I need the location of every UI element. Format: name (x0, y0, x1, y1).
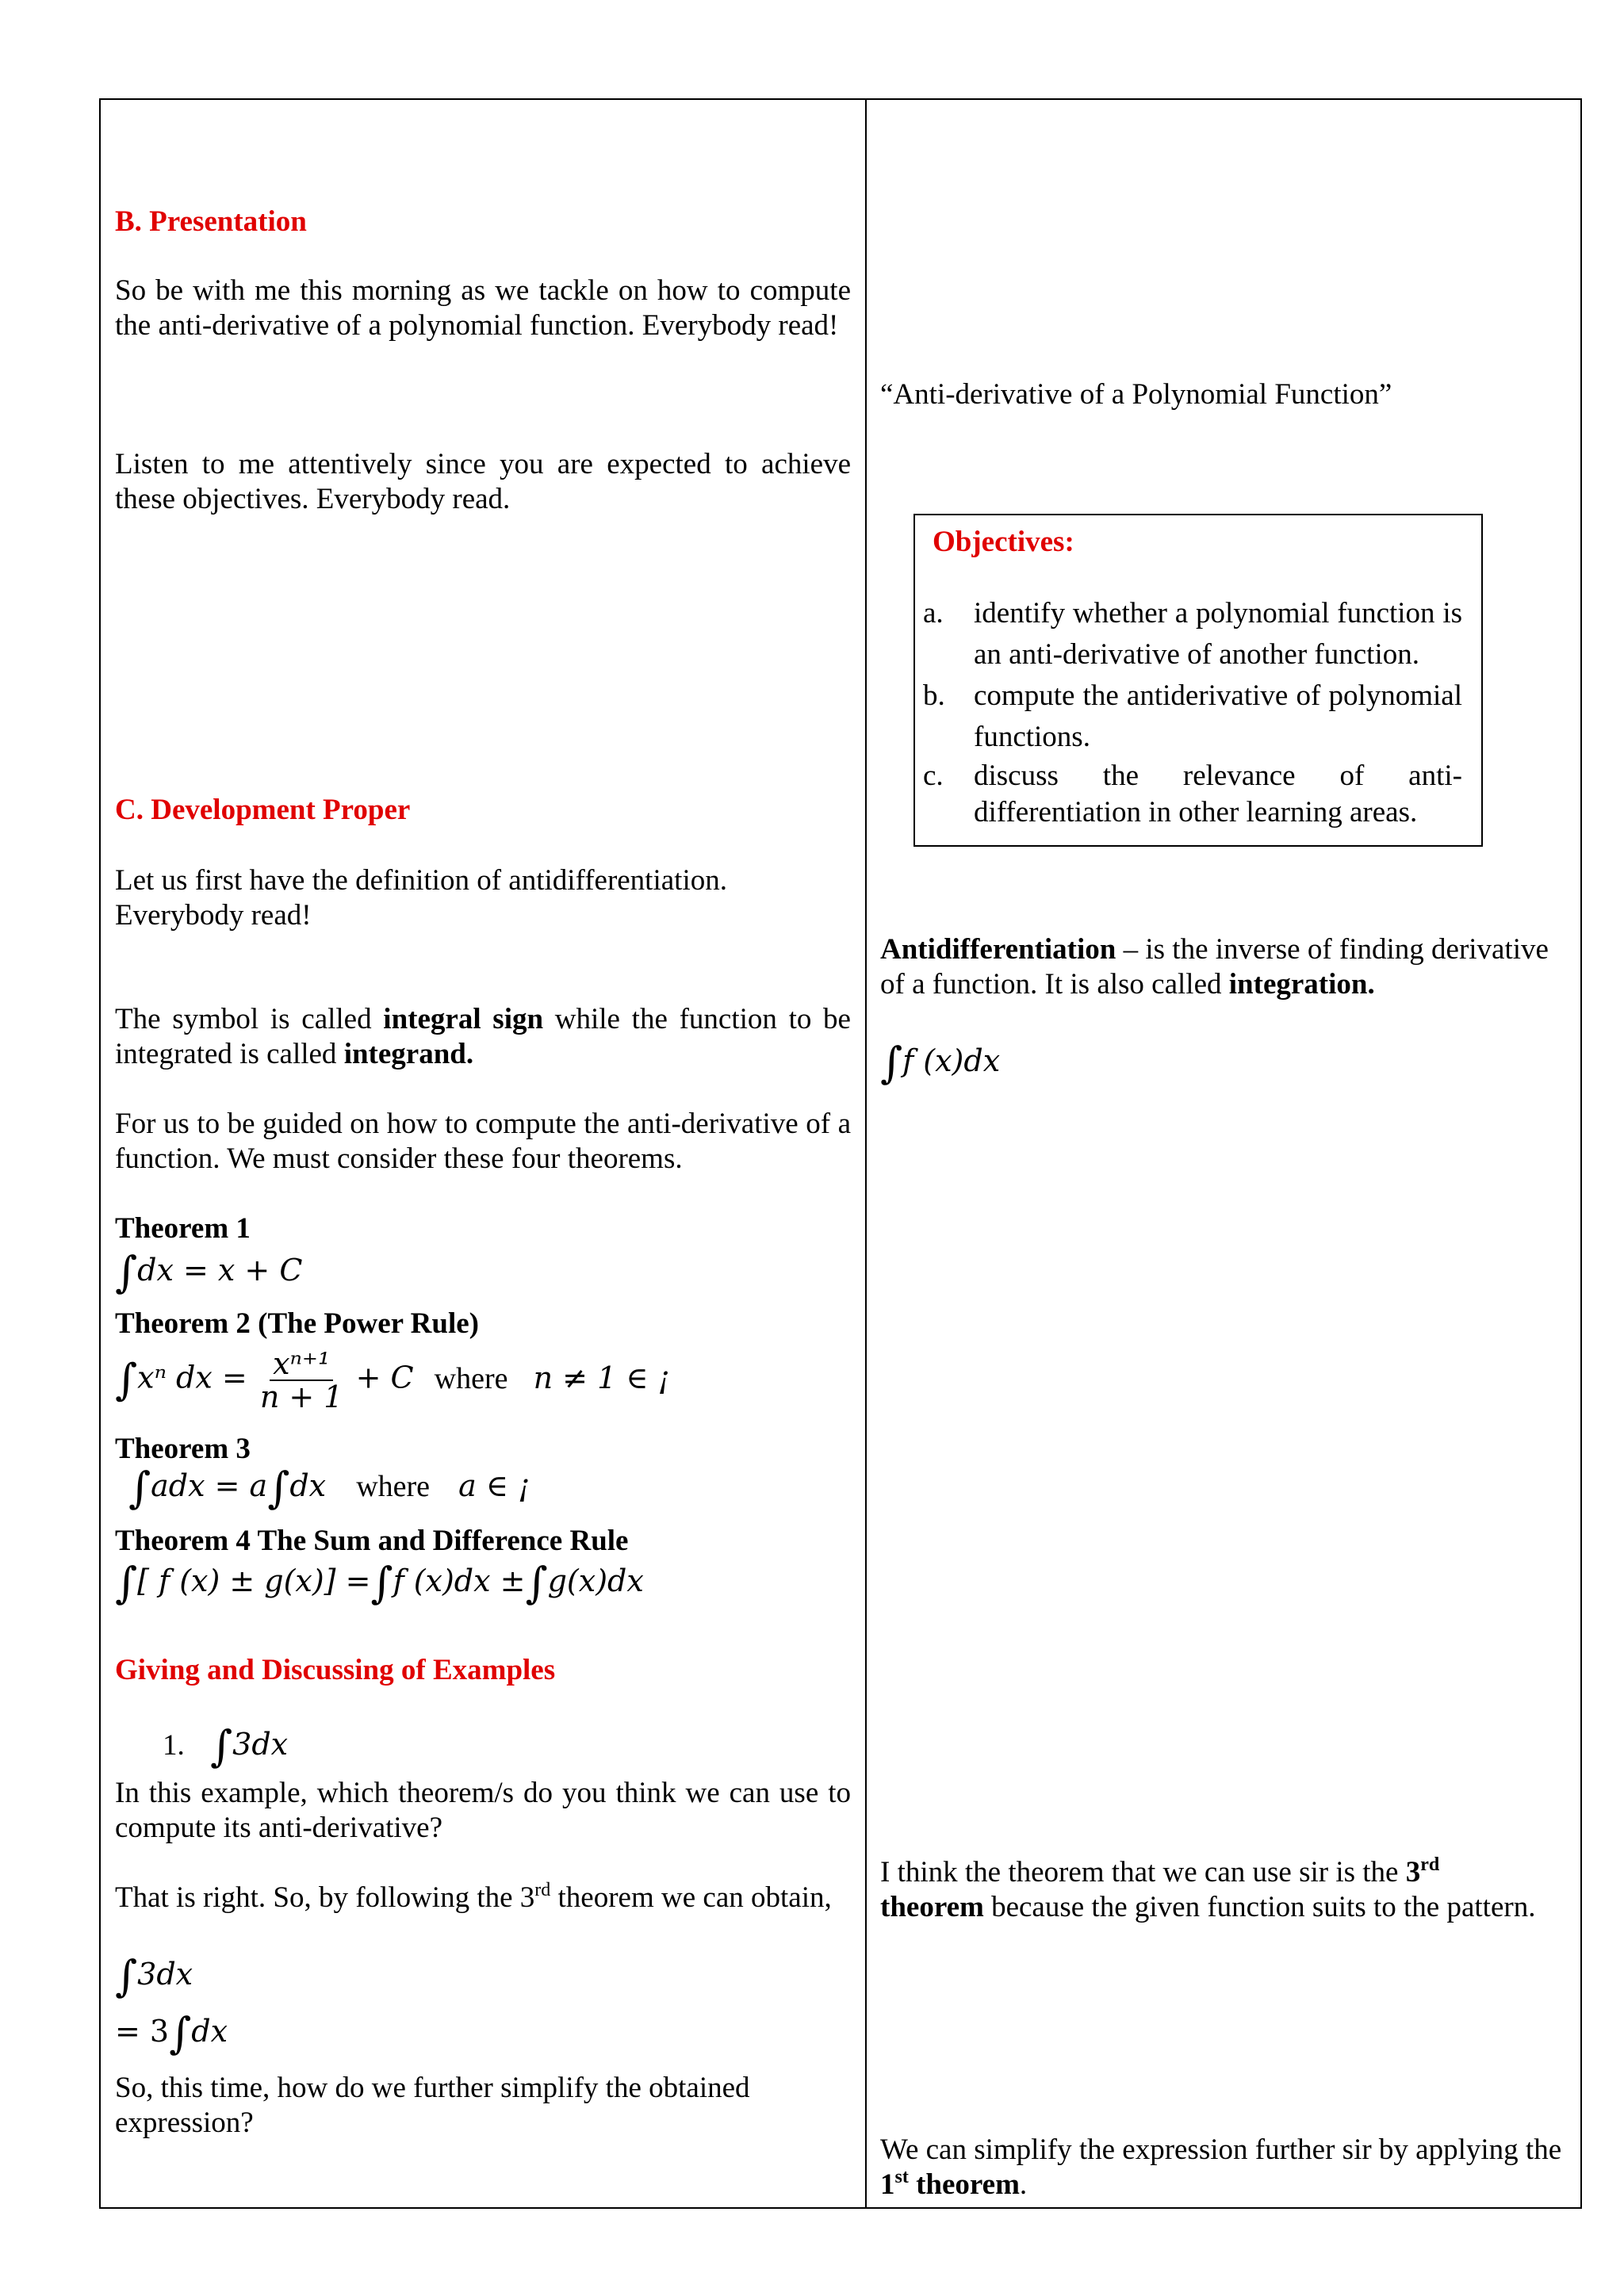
symbol-pre: The symbol is called (115, 1003, 384, 1035)
that-right-text: That is right. So, by following the 3rd theorem we can obtain, (115, 1880, 832, 1914)
power-rule-fraction: $\frac{\text{xⁿ⁺¹}}{n + 1}$ (259, 1346, 343, 1414)
objective-item: b. compute the antiderivative of polynomial functions. (923, 679, 1462, 753)
integral-sign-icon: ∫ (128, 1463, 151, 1513)
integral-sign-icon: ∫ (115, 1354, 138, 1405)
objective-item: a. identify whether a polynomial function is an anti-derivative of another function. (923, 597, 1462, 671)
theorem1-formula: ∫dx = x + C (115, 1247, 303, 1297)
integral-sign-icon: ∫ (169, 2008, 192, 2058)
answer2-text: We can simplify the expression further sir by applying the 1st theorem. (880, 2133, 1562, 2201)
integral-expression: ∫f (x)dx (880, 1038, 1001, 1088)
symbol-text (115, 1002, 851, 1072)
integral-sign-icon: ∫ (210, 1721, 233, 1771)
definition-intro-line2: Everybody read! (115, 899, 312, 932)
example1: 1. ∫3dx (163, 1721, 289, 1771)
development-heading: C. Development Proper (115, 794, 411, 826)
presentation-text: So be with me this morning as we tackle on how to compute the anti-derivative of a polynomial function. Everybody read! (115, 274, 851, 342)
answer1-text: I think the theorem that we can use sir is the 3rd theorem because the given function suits to the pattern. (880, 1854, 1536, 1923)
definition-text: Antidifferentiation – is the inverse of finding derivative of a function. It is also called integration. (880, 933, 1549, 1001)
theorem2-title: Theorem 2 (The Power Rule) (115, 1307, 479, 1340)
theorem4-formula: ∫[ f (x) ± g(x)] =∫f (x)dx ±∫g(x)dx (115, 1558, 644, 1608)
integral-sign-icon: ∫ (370, 1558, 393, 1608)
column-divider (865, 98, 867, 2209)
integral-sign-icon: ∫ (115, 1951, 138, 2001)
objectives-heading: Objectives: (933, 526, 1074, 558)
example1-number: 1. (163, 1729, 185, 1762)
integral-sign-icon: ∫ (267, 1463, 290, 1513)
theorem3-title: Theorem 3 (115, 1433, 251, 1465)
step1-expression: ∫3dx (115, 1951, 193, 2001)
objective-item: c. discuss the relevance of anti-differentiation in other learning areas. (923, 760, 1462, 828)
integral-sign-term: integral sign (383, 1003, 544, 1035)
simplify-question: So, this time, how do we further simplify the obtained expression? (115, 2072, 750, 2139)
integrand-term: integrand. (343, 1038, 474, 1070)
theorem1-title: Theorem 1 (115, 1212, 251, 1245)
theorem2-formula: ∫xⁿ dx = $\frac{\text{xⁿ⁺¹}}{n + 1}$ + C where n ≠ 1 ∈ ¡ (115, 1346, 670, 1414)
step2-expression: = 3∫dx (115, 2008, 228, 2058)
guided-text: For us to be guided on how to compute the anti-derivative of a function. We must consider these four theorems. (115, 1108, 851, 1175)
definition-intro-line1: Let us first have the definition of antidifferentiation. (115, 864, 727, 897)
definition-intro (115, 863, 851, 933)
theorem4-title: Theorem 4 The Sum and Difference Rule (115, 1525, 629, 1557)
lesson-title: “Anti-derivative of a Polynomial Function” (880, 378, 1392, 411)
integral-sign-icon: ∫ (115, 1558, 138, 1608)
examples-heading: Giving and Discussing of Examples (115, 1654, 556, 1686)
objectives-list (923, 593, 1462, 831)
integral-sign-icon: ∫ (880, 1038, 903, 1088)
integral-sign-icon: ∫ (525, 1558, 548, 1608)
presentation-heading: B. Presentation (115, 205, 307, 238)
symbol-mid: while the function to be integrated is called (115, 1003, 851, 1070)
listen-text: Listen to me attentively since you are expected to achieve these objectives. Everybody read. (115, 448, 851, 515)
example-question: In this example, which theorem/s do you think we can use to compute its anti-derivative? (115, 1777, 851, 1844)
theorem3-formula: ∫adx = a∫dx where a ∈ ¡ (128, 1463, 530, 1513)
integral-sign-icon: ∫ (115, 1247, 138, 1297)
